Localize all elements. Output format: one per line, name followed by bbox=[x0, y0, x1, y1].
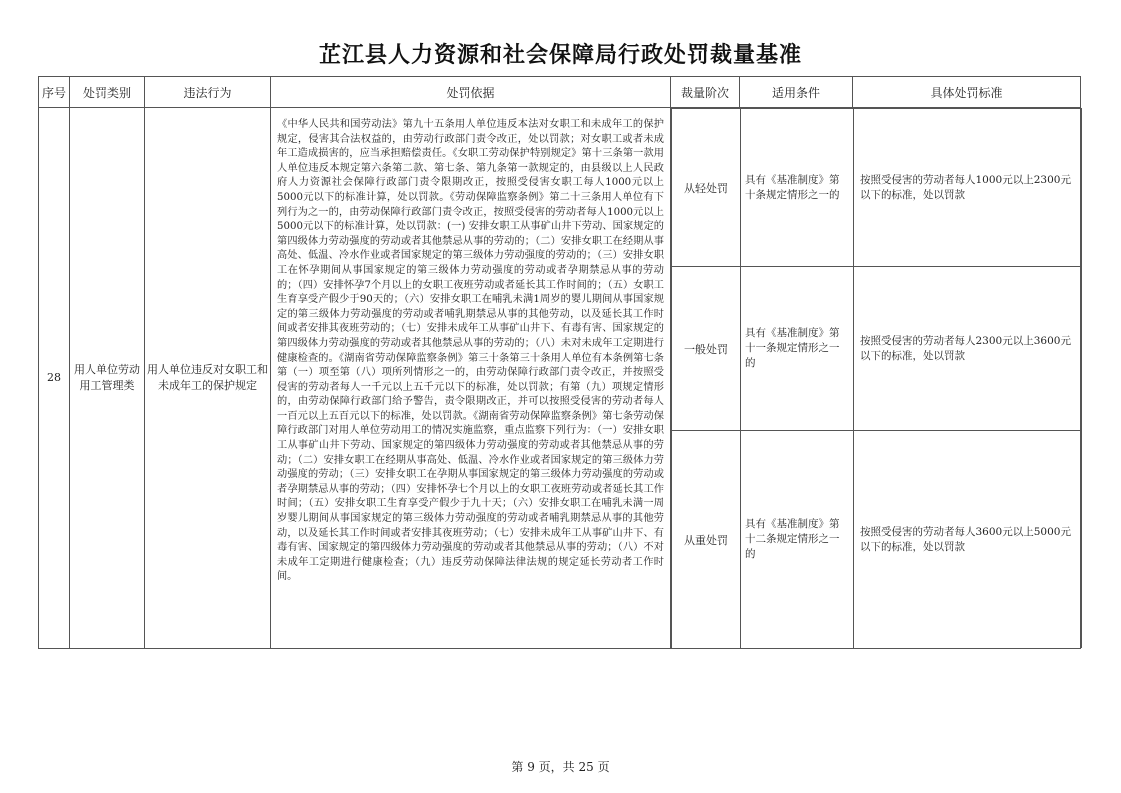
level-standard: 按照受侵害的劳动者每人2300元以上3600元以下的标准，处以罚款 bbox=[854, 267, 1082, 431]
row-basis bbox=[271, 108, 671, 649]
row-violation: 用人单位违反对女职工和未成年工的保护规定 bbox=[145, 108, 271, 649]
level-name: 一般处罚 bbox=[672, 267, 741, 431]
levels-cell bbox=[671, 108, 1081, 649]
page-footer: 第 9 页，共 25 页 bbox=[511, 760, 610, 774]
level-standard: 按照受侵害的劳动者每人3600元以上5000元以下的标准，处以罚款 bbox=[854, 431, 1082, 649]
header-standard: 具体处罚标准 bbox=[853, 77, 1081, 108]
header-basis: 处罚依据 bbox=[271, 77, 671, 108]
levels-table bbox=[671, 108, 1082, 648]
level-row-light bbox=[672, 109, 1082, 267]
header-category: 处罚类别 bbox=[70, 77, 145, 108]
header-condition: 适用条件 bbox=[740, 77, 853, 108]
page-title: 芷江县人力资源和社会保障局行政处罚裁量基准 bbox=[318, 43, 802, 68]
level-condition: 具有《基准制度》第十条规定情形之一的 bbox=[741, 109, 854, 267]
header-number: 序号 bbox=[39, 77, 70, 108]
level-name: 从重处罚 bbox=[672, 431, 741, 649]
basis-text: 《中华人民共和国劳动法》第九十五条用人单位违反本法对女职工和未成年工的保护规定，侵害其合法权益的，由劳动行政部门责令改正，处以罚款；对女职工或者未成年工造成损害的，应当承担赔偿责任。《女职工劳动保护特别规定》第十三条第一款用人单位违反本规定第六条第二款、第七条、第九条第一款规定的，由县级以上人民政府人力资源社会保障行政部门责令限期改正，按照受侵害女职工每人1000元以上5000元以下的标准计算，处以罚款。《劳动保障监察条例》第二十三条用人单位有下列行为之一的，由劳动保障行政部门责令改正，按照受侵害的劳动者每人1000元以上5000元以下的标准计算，处以罚款：(一) 安排女职工从事矿山井下劳动、国家规定的第四级体力劳动强度的劳动或者其他禁忌从事的劳动的；（二）安排女职工在经期从事高处、低温、冷水作业或者国家规定的第三级体力劳动强度的劳动的；（三）安排女职工在怀孕期间从事国家规定的第三级体力劳动强度的劳动或者孕期禁忌从事的劳动的；（四）安排怀孕7个月以上的女职工夜班劳动或者延长其工作时间的；（五）女职工生育享受产假少于90天的；（六）安排女职工在哺乳未满1周岁的婴儿期间从事国家规定的第三级体力劳动强度的劳动或者哺乳期禁忌从事的其他劳动，以及延长其工作时间或者安排其夜班劳动的；（七）安排未成年工从事矿山井下、有毒有害、国家规定的第四级体力劳动强度的劳动或者其他禁忌从事的劳动的；（八）未对未成年工定期进行健康检查的。《湖南省劳动保障监察条例》第三十条第三十条用人单位有本条例第七条第（一）项至第（八）项所列情形之一的，由劳动保障行政部门责令改正，并按照受侵害的劳动者每人一千元以上五千元以下的标准，处以罚款；有第（九）项规定情形的，由劳动保障行政部门给予警告，责令限期改正，并可以按照受侵害的劳动者每人一百元以上五百元以下的标准，处以罚款。《湖南省劳动保障监察条例》第七条劳动保障行政部门对用人单位劳动用工的情况实施监察，重点监察下列行为：（一）安排女职工从事矿山井下劳动、国家规定的第四级体力劳动强度的劳动或者其他禁忌从事的劳动；（二）安排女职工在经期从事高处、低温、冷水作业或者国家规定的第三级体力劳动强度的劳动；（三）安排女职工在孕期从事国家规定的第三级体力劳动强度的劳动或者孕期禁忌从事的劳动；（四）安排怀孕七个月以上的女职工夜班劳动或者延长其工作时间；（五）安排女职工生育享受产假少于九十天；（六）安排女职工在哺乳未满一周岁婴儿期间从事国家规定的第三级体力劳动强度的劳动或者哺乳期禁忌从事的其他劳动，以及延长其工作时间或者安排其夜班劳动；（七）安排未成年工从事矿山井下、有毒有害、国家规定的第四级体力劳动强度的劳动或者其他禁忌从事的劳动；（八）不对未成年工定期进行健康检查；（九）违反劳动保障法律法规的规定延长劳动者工作时间。 bbox=[277, 119, 664, 583]
header-violation: 违法行为 bbox=[145, 77, 271, 108]
level-condition: 具有《基准制度》第十二条规定情形之一的 bbox=[741, 431, 854, 649]
header-row bbox=[39, 77, 1081, 108]
level-standard: 按照受侵害的劳动者每人1000元以上2300元以下的标准，处以罚款 bbox=[854, 109, 1082, 267]
table-row bbox=[39, 108, 1081, 649]
level-row-heavy bbox=[672, 431, 1082, 649]
level-row-normal bbox=[672, 267, 1082, 431]
row-category: 用人单位劳动用工管理类 bbox=[70, 108, 145, 649]
level-condition: 具有《基准制度》第十一条规定情形之一的 bbox=[741, 267, 854, 431]
level-name: 从轻处罚 bbox=[672, 109, 741, 267]
header-level: 裁量阶次 bbox=[671, 77, 740, 108]
penalty-table bbox=[38, 76, 1081, 649]
row-number: 28 bbox=[39, 108, 70, 649]
